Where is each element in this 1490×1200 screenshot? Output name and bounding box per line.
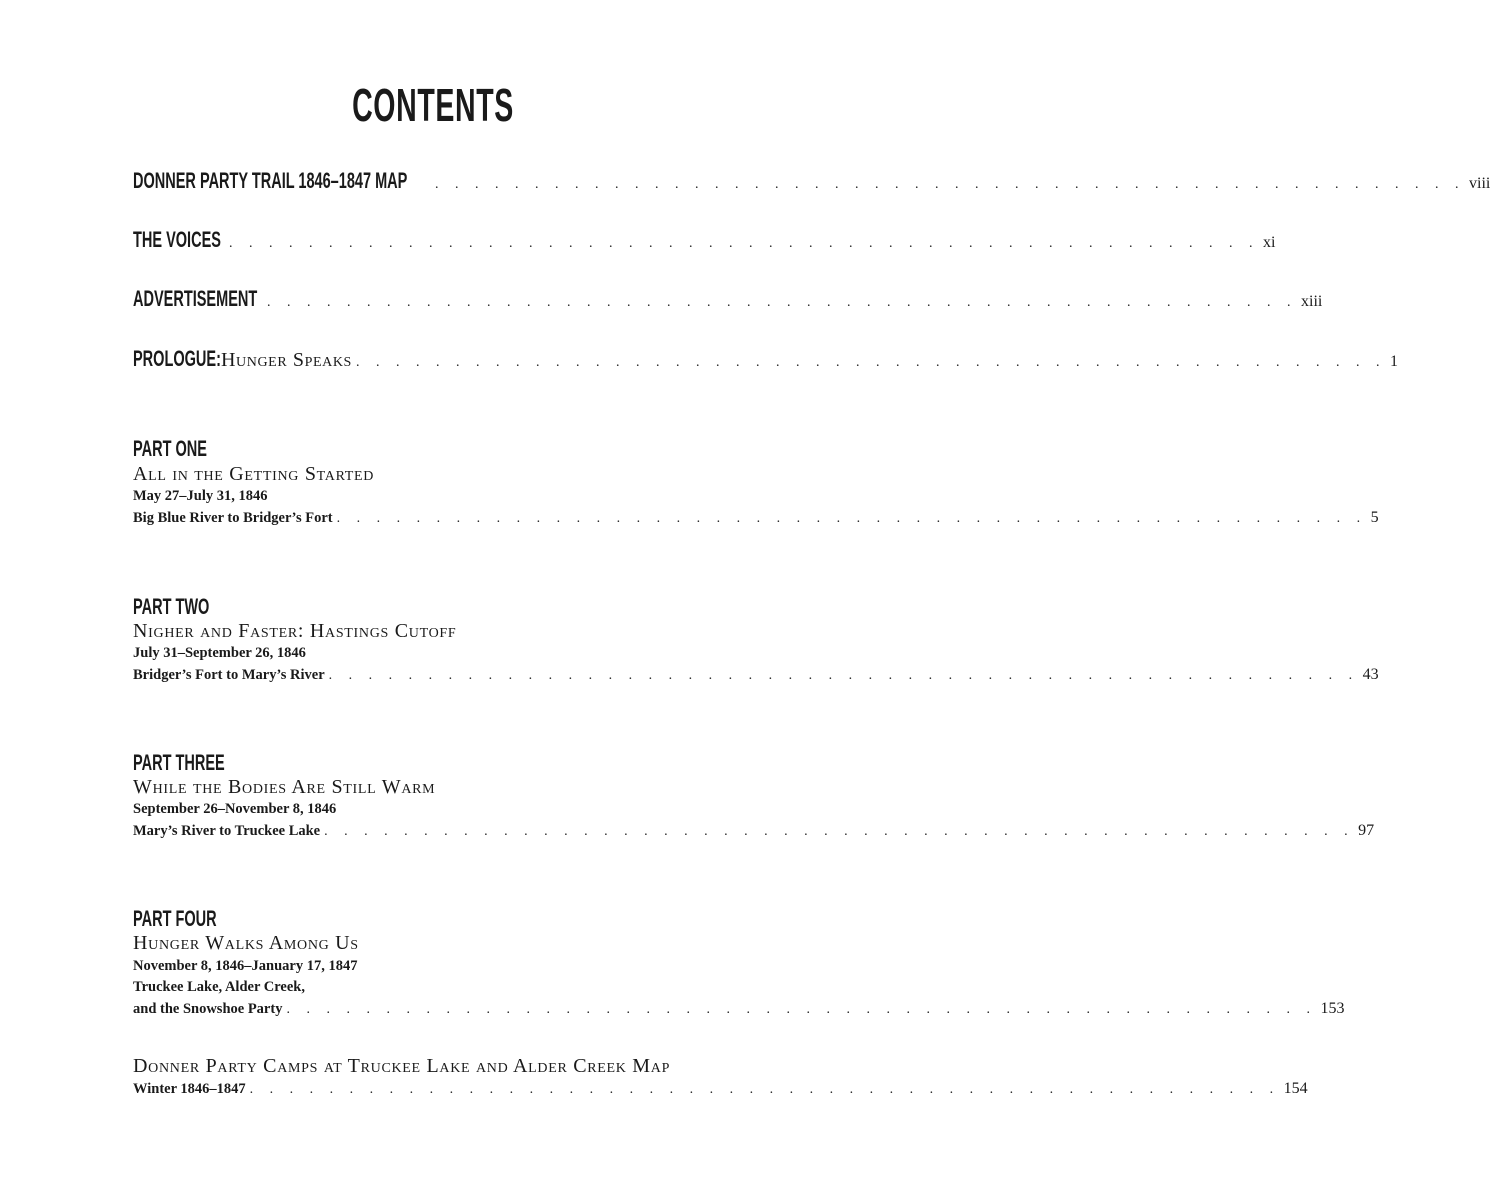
part-route: Truckee Lake, Alder Creek, <box>133 979 305 995</box>
part-title: Hunger Walks Among Us <box>133 932 359 954</box>
entry-label: ADVERTISEMENT <box>133 286 258 311</box>
page-number: viii <box>1469 175 1490 192</box>
toc-entry-prologue[interactable] <box>133 346 1398 372</box>
entry-label: PROLOGUE: <box>133 346 221 371</box>
page-number: 43 <box>1362 666 1379 683</box>
dot-leader: . . . . . . . . . . . . . . . . . . . . . . . . . . . . . . . . . . . . . . . . . . . . . . . . . . . . <box>249 1082 1280 1097</box>
map-entry-subtitle: Winter 1846–1847 <box>133 1081 246 1097</box>
dot-leader: . . . . . . . . . . . . . . . . . . . . . . . . . . . . . . . . . . . . . . . . . . . . . . . . . . . . <box>355 355 1386 370</box>
entry-subtitle: Hunger Speaks <box>221 349 352 371</box>
part-dates: July 31–September 26, 1846 <box>133 645 306 661</box>
page-title: CONTENTS <box>352 79 514 131</box>
page-number: 153 <box>1320 1000 1345 1017</box>
part-label: PART FOUR <box>133 906 217 931</box>
page-number: xiii <box>1301 293 1323 310</box>
page-number: 1 <box>1389 353 1398 370</box>
part-title: While the Bodies Are Still Warm <box>133 776 436 798</box>
dot-leader: . . . . . . . . . . . . . . . . . . . . . . . . . . . . . . . . . . . . . . . . . . . . . . . . . . . . <box>286 1002 1317 1017</box>
part-route: Bridger’s Fort to Mary’s River <box>133 667 325 683</box>
dot-leader: . . . . . . . . . . . . . . . . . . . . . . . . . . . . . . . . . . . . . . . . . . . . . . . . . . . . <box>324 824 1355 839</box>
part-dates: September 26–November 8, 1846 <box>133 801 337 817</box>
toc-entry-voices[interactable] <box>133 227 1276 253</box>
dot-leader: . . . . . . . . . . . . . . . . . . . . . . . . . . . . . . . . . . . . . . . . . . . . . . . . . . . . <box>435 177 1465 192</box>
part-label: PART TWO <box>133 594 210 619</box>
part-title: All in the Getting Started <box>133 463 375 485</box>
page-number: 154 <box>1283 1080 1308 1097</box>
page-number: 5 <box>1370 509 1379 526</box>
toc-entry-part-three[interactable] <box>133 822 1375 840</box>
toc-entry-advertisement[interactable] <box>133 286 1323 312</box>
part-title: Nigher and Faster: Hastings Cutoff <box>133 620 457 642</box>
dot-leader: . . . . . . . . . . . . . . . . . . . . . . . . . . . . . . . . . . . . . . . . . . . . . . . . . . . . <box>229 236 1259 251</box>
part-dates: November 8, 1846–January 17, 1847 <box>133 958 358 974</box>
dot-leader: . . . . . . . . . . . . . . . . . . . . . . . . . . . . . . . . . . . . . . . . . . . . . . . . . . . . <box>336 511 1367 526</box>
part-label: PART ONE <box>133 436 207 461</box>
toc-entry-camps-map[interactable] <box>133 1080 1308 1098</box>
part-label: PART THREE <box>133 750 225 775</box>
dot-leader: . . . . . . . . . . . . . . . . . . . . . . . . . . . . . . . . . . . . . . . . . . . . . . . . . . . . <box>328 668 1359 683</box>
toc-entry-trail-map[interactable] <box>133 168 1490 194</box>
part-dates: May 27–July 31, 1846 <box>133 488 268 504</box>
page-number: 97 <box>1358 822 1375 839</box>
part-route: and the Snowshoe Party <box>133 1001 283 1017</box>
toc-entry-part-two[interactable] <box>133 666 1379 684</box>
entry-label: THE VOICES <box>133 227 221 252</box>
entry-label: DONNER PARTY TRAIL 1846–1847 MAP <box>133 168 408 193</box>
part-route: Mary’s River to Truckee Lake <box>133 823 321 839</box>
map-entry-title: Donner Party Camps at Truckee Lake and Alder Creek Map <box>133 1055 671 1077</box>
toc-entry-part-four[interactable] <box>133 1000 1345 1018</box>
part-route: Big Blue River to Bridger’s Fort <box>133 510 333 526</box>
toc-entry-part-one[interactable] <box>133 509 1379 527</box>
dot-leader: . . . . . . . . . . . . . . . . . . . . . . . . . . . . . . . . . . . . . . . . . . . . . . . . . . . . <box>267 295 1297 310</box>
page-number: xi <box>1263 234 1276 251</box>
